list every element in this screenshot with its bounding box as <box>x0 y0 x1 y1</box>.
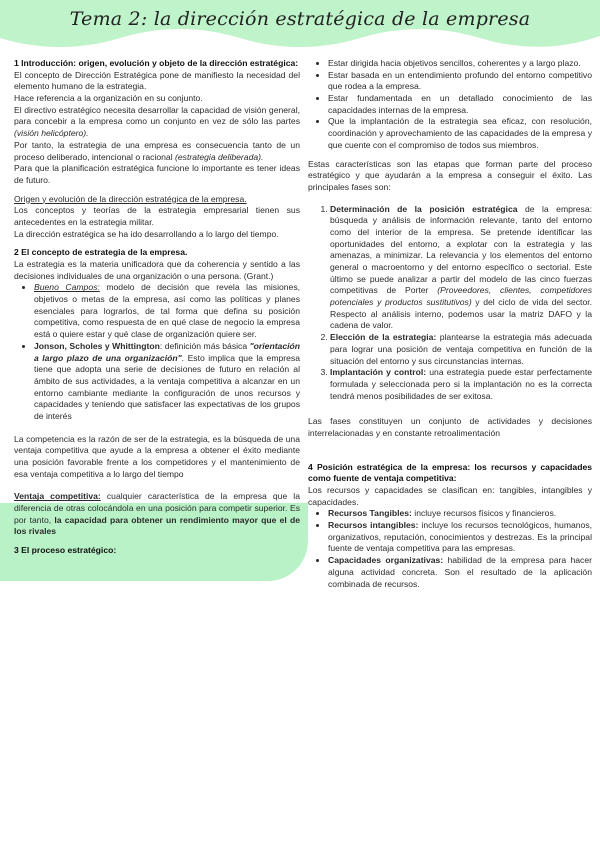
list-item: • Recursos intangibles: incluye los recursos tecnológicos, humanos, organizativos, reputación, conocimientos y destrezas. Es la principal fuente de ventaja competitiva para las empresas. <box>328 520 592 555</box>
s1-paragraph: El concepto de Dirección Estratégica pone de manifiesto la necesidad del elemento humano de la estrategia. <box>14 69 300 92</box>
s2-paragraph: La competencia es la razón de ser de la estrategia, es la búsqueda de una ventaja competitiva que ayude a la empresa a obtener el éxito mediante una posición favorable frente a los competidores y el mantenimiento de esa ventaja competitiva a lo largo del tiempo <box>14 433 300 479</box>
s1-paragraph: Por tanto, la estrategia de una empresa es consecuencia tanto de un proceso deliberado, intencional o racional (estrategia deliberada). <box>14 139 300 162</box>
list-item: • Estar dirigida hacia objetivos sencillos, coherentes y a largo plazo. <box>328 58 592 70</box>
list-item: • Estar basada en un entendimiento profundo del entorno competitivo que rodea a la empresa. <box>328 70 592 93</box>
s2-definition-list <box>14 282 300 422</box>
s4-paragraph: Los recursos y capacidades se clasifican en: tangibles, intangibles y capacidades. <box>308 485 592 507</box>
s1-paragraph: Hace referencia a la organización en su conjunto. <box>14 93 203 104</box>
left-column <box>14 58 300 580</box>
section-3-heading: 3 El proceso estratégico: <box>14 545 117 556</box>
list-item: • Estar fundamentada en un detallado conocimiento de las capacidades internas de la empresa. <box>328 93 592 116</box>
s1-subheading: Origen y evolución de la dirección estratégica de la empresa. <box>14 193 247 204</box>
section-4-heading: 4 Posición estratégica de la empresa: los recursos y capacidades como fuente de ventaja competitiva: <box>308 461 592 484</box>
highlight-block <box>14 491 300 556</box>
list-item: • Capacidades organizativas: habilidad de la empresa para hacer alguna actividad concreta. Son el resultado de la aplicación combinada de recursos. <box>328 555 592 590</box>
s1-paragraph: Los conceptos y teorías de la estrategia empresarial tienen sus antecedentes en la estrategia militar. <box>14 205 300 227</box>
s1-paragraph: El directivo estratégico necesita desarrollar la capacidad de visión general, para concebir a la empresa como un conjunto en vez de sólo las partes (visión helicóptero). <box>14 104 300 139</box>
resources-list <box>308 508 592 590</box>
phase-item: 2. Elección de la estrategia: plantearse la estrategia más adecuada para lograr una posición de ventaja competitiva en función de la situación del entorno y sus circunstancias internas. <box>330 332 592 367</box>
phases-note: Las fases constituyen un conjunto de actividades y decisiones interrelacionadas y en constante retroalimentación <box>308 416 592 438</box>
page-title: Tema 2: la dirección estratégica de la empresa <box>69 8 531 30</box>
s2-paragraph: La estrategia es la materia unificadora que da coherencia y sentido a las decisiones individuales de una organización o una persona. (Grant.) <box>14 259 300 281</box>
list-item: • Recursos Tangibles: incluye recursos físicos y financieros. <box>328 508 592 520</box>
list-item: • Bueno Campos: modelo de decisión que revela las misiones, objetivos o metas de la empresa, así como las políticas y planes esenciales para lograrlos, de tal forma que defina su posición competitiva, como respuesta de en qué clase de negocio la empresa está o quiere estar y qué clase de organización quiere ser. <box>34 282 300 340</box>
success-characteristics-list <box>308 58 592 152</box>
s1-paragraph: Para que la planificación estratégica funcione lo importante es tener ideas de futuro. <box>14 163 300 185</box>
header-banner <box>0 0 600 56</box>
section-1-heading: 1 Introducción: origen, evolución y objeto de la dirección estratégica: <box>14 58 299 68</box>
list-item: • Que la implantación de la estrategia sea eficaz, con resolución, coordinación y aprovechamiento de las capacidades de la empresa y que cuente con el compromiso de todos sus miembros. <box>328 116 592 151</box>
right-column <box>308 58 592 590</box>
phase-item: 3. Implantación y control: una estrategia puede estar perfectamente formulada y seleccionada pero si la implantación no es la correcta tendrá menos posibilidades de ser exitosa. <box>330 367 592 402</box>
list-item: • Jonson, Scholes y Whittington: definición más básica "orientación a largo plazo de una organización". Esto implica que la empresa tiene que adopta una serie de decisiones de futuro en relación al ámbito de sus actividades, a la ventaja competitiva a alcanzar en un entorno cambiante mediante la configuración de unos recursos y capacidades y teniendo que satisfacer las expectativas de los grupos de interés <box>34 341 300 423</box>
s1-paragraph: La dirección estratégica se ha ido desarrollando a lo largo del tiempo. <box>14 228 279 239</box>
ventaja-competitiva-paragraph: Ventaja competitiva: cualquier característica de la empresa que la diferencia de otras colocándola en una posición para competir superior. Es por tanto, la capacidad para obtener un rendimiento mayor que el de los rivales <box>14 491 300 537</box>
phase-item: 1. Determinación de la posición estratégica de la empresa: búsqueda y análisis de información relevante, tanto del entorno como del interior de la empresa. Se pretende identificar las oportunidades del entorno, a explotar con la estrategia y las amenazas, a minimizar. La relevancia y los elementos del entorno general o macroentorno y del entorno específico o sectorial. Este último se puede analizar a partir del modelo de las cinco fuerzas competitivas de Porter (Proveedores, clientes, competidores potenciales y productos sustitutivos) y del ciclo de vida del sector. Respecto al análisis interno, podemos usar la matriz DAFO y la cadena de valor. <box>330 204 592 333</box>
phases-list <box>308 204 592 403</box>
section-2-heading: 2 El concepto de estrategia de la empresa. <box>14 247 188 258</box>
phases-intro: Estas características son las etapas que forman parte del proceso estratégico y que ayudarán a la empresa a conseguir el éxito. Las principales fases son: <box>308 158 592 192</box>
